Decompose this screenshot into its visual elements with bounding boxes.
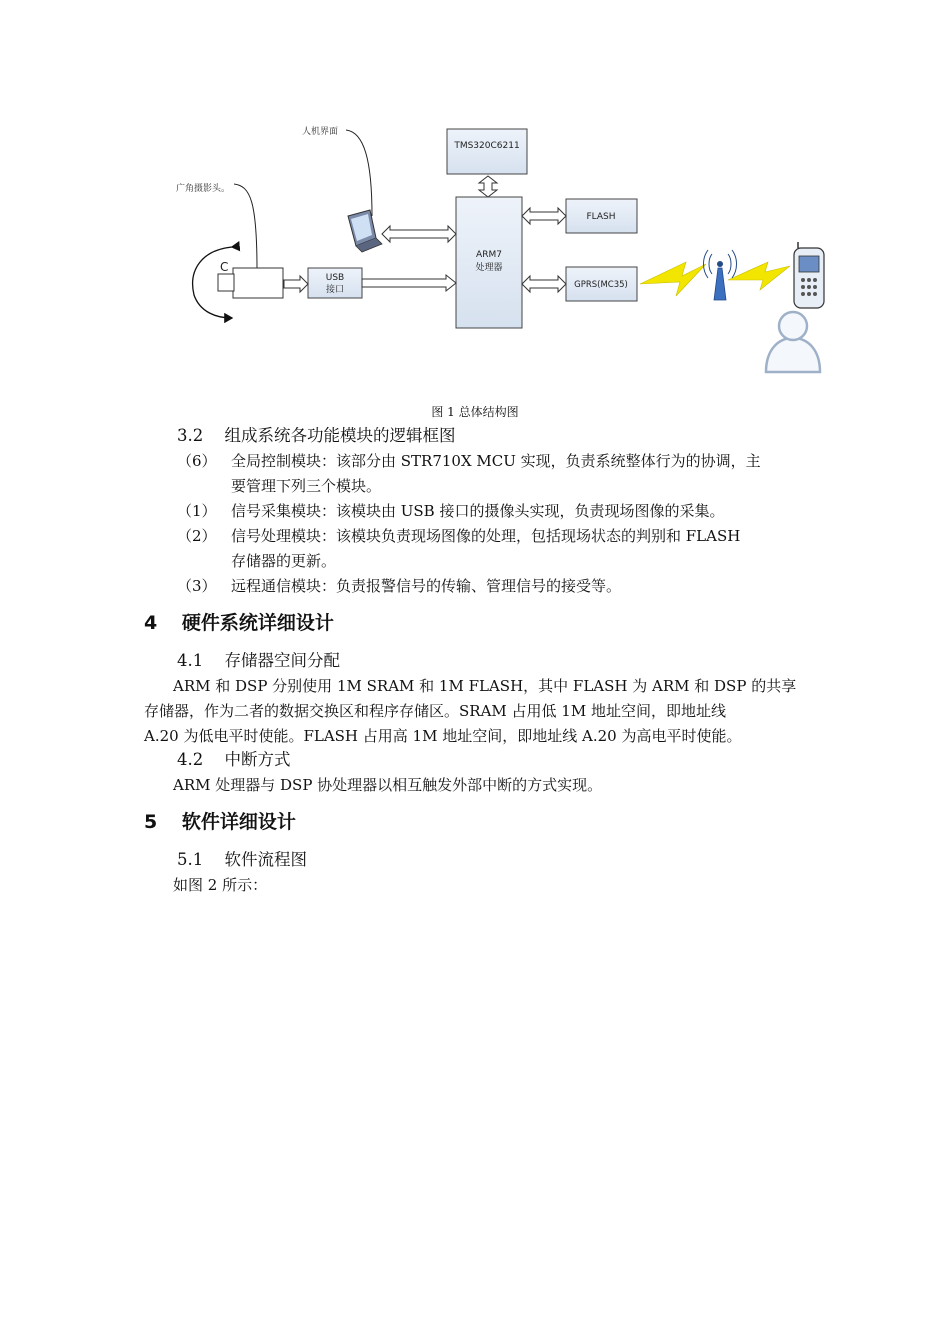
section-5-1-heading	[177, 850, 307, 870]
section-title: 中断方式	[224, 750, 291, 769]
lightning-right	[728, 262, 790, 290]
list-item-3	[177, 576, 217, 596]
section-title: 存储器空间分配	[224, 651, 340, 670]
para-4-1-line3: A.20 为低电平时使能。FLASH 占用高 1M 地址空间，即地址线 A.20 为高电平时使能。	[144, 727, 742, 745]
tms320-box	[447, 129, 527, 174]
mobile-phone-icon	[794, 242, 824, 308]
antenna-tower-icon	[704, 250, 737, 300]
section-number: 5.1	[177, 850, 204, 869]
list-item-2-line2: 存储器的更新。	[231, 552, 337, 570]
para-5-1-line1: 如图 2 所示：	[173, 876, 268, 894]
camera-c-mark: C	[220, 260, 229, 274]
list-item-2	[177, 526, 217, 546]
usb-label: USB	[325, 273, 345, 283]
hmi-label: 人机界面	[302, 127, 339, 137]
section-3-2-heading	[177, 426, 456, 446]
tms-arm-arrow	[479, 176, 497, 197]
section-4-2-heading	[177, 750, 291, 770]
list-item-1	[177, 501, 217, 521]
monitor-icon	[348, 210, 382, 252]
list-item-6-line1: 全局控制模块：该部分由 STR710X MCU 实现，负责系统整体行为的协调，主	[231, 452, 761, 470]
camera-leader-line	[234, 184, 257, 270]
arm-gprs-arrow	[522, 276, 566, 292]
figure-caption: 图 1 总体结构图	[431, 405, 519, 419]
section-number: 5	[144, 811, 158, 833]
list-item-6-line2: 要管理下列三个模块。	[231, 477, 382, 495]
hmi-leader-line	[346, 130, 372, 216]
lightning-left	[640, 262, 706, 296]
list-item-number: （3）	[177, 577, 217, 595]
camera-usb-arrow	[284, 276, 308, 292]
list-item-2-line1: 信号处理模块：该模块负责现场图像的处理，包括现场状态的判别和 FLASH	[231, 527, 741, 545]
usb-arm-arrow	[362, 275, 456, 291]
section-5-heading	[144, 812, 296, 832]
list-item-number: （2）	[177, 527, 217, 545]
section-number: 4	[144, 612, 158, 634]
section-4-1-heading	[177, 651, 340, 671]
section-title: 组成系统各功能模块的逻辑框图	[224, 426, 456, 445]
section-number: 4.2	[177, 750, 204, 769]
section-number: 3.2	[177, 426, 204, 445]
arm7-label: ARM7	[476, 250, 502, 260]
para-4-1-line2: 存储器，作为二者的数据交换区和程序存储区。SRAM 占用低 1M 地址空间，即地址线	[144, 702, 726, 720]
para-4-2-line1: ARM 处理器与 DSP 协处理器以相互触发外部中断的方式实现。	[173, 776, 603, 794]
flash-label: FLASH	[586, 212, 616, 222]
monitor-arm-arrow	[382, 226, 456, 242]
camera-label: 广角摄影头。	[176, 184, 231, 194]
list-item-6	[177, 451, 217, 471]
section-title: 软件流程图	[224, 850, 307, 869]
section-4-heading	[144, 613, 334, 633]
section-title: 硬件系统详细设计	[181, 612, 334, 634]
usb-sublabel: 接口	[325, 285, 345, 295]
user-icon	[766, 312, 820, 372]
para-4-1-line1: ARM 和 DSP 分别使用 1M SRAM 和 1M FLASH，其中 FLASH 为 ARM 和 DSP 的共享	[173, 677, 797, 695]
section-title: 软件详细设计	[181, 811, 296, 833]
arm7-sublabel: 处理器	[475, 263, 503, 273]
list-item-1-line1: 信号采集模块：该模块由 USB 接口的摄像头实现，负责现场图像的采集。	[231, 502, 725, 520]
gprs-label: GPRS(MC35)	[574, 280, 628, 290]
list-item-number: （6）	[177, 452, 217, 470]
list-item-number: （1）	[177, 502, 217, 520]
list-item-3-line1: 远程通信模块：负责报警信号的传输、管理信号的接受等。	[231, 577, 622, 595]
system-block-diagram	[150, 120, 840, 390]
tms320-label: TMS320C6211	[454, 141, 520, 151]
section-number: 4.1	[177, 651, 204, 670]
arm-flash-arrow	[522, 208, 566, 224]
